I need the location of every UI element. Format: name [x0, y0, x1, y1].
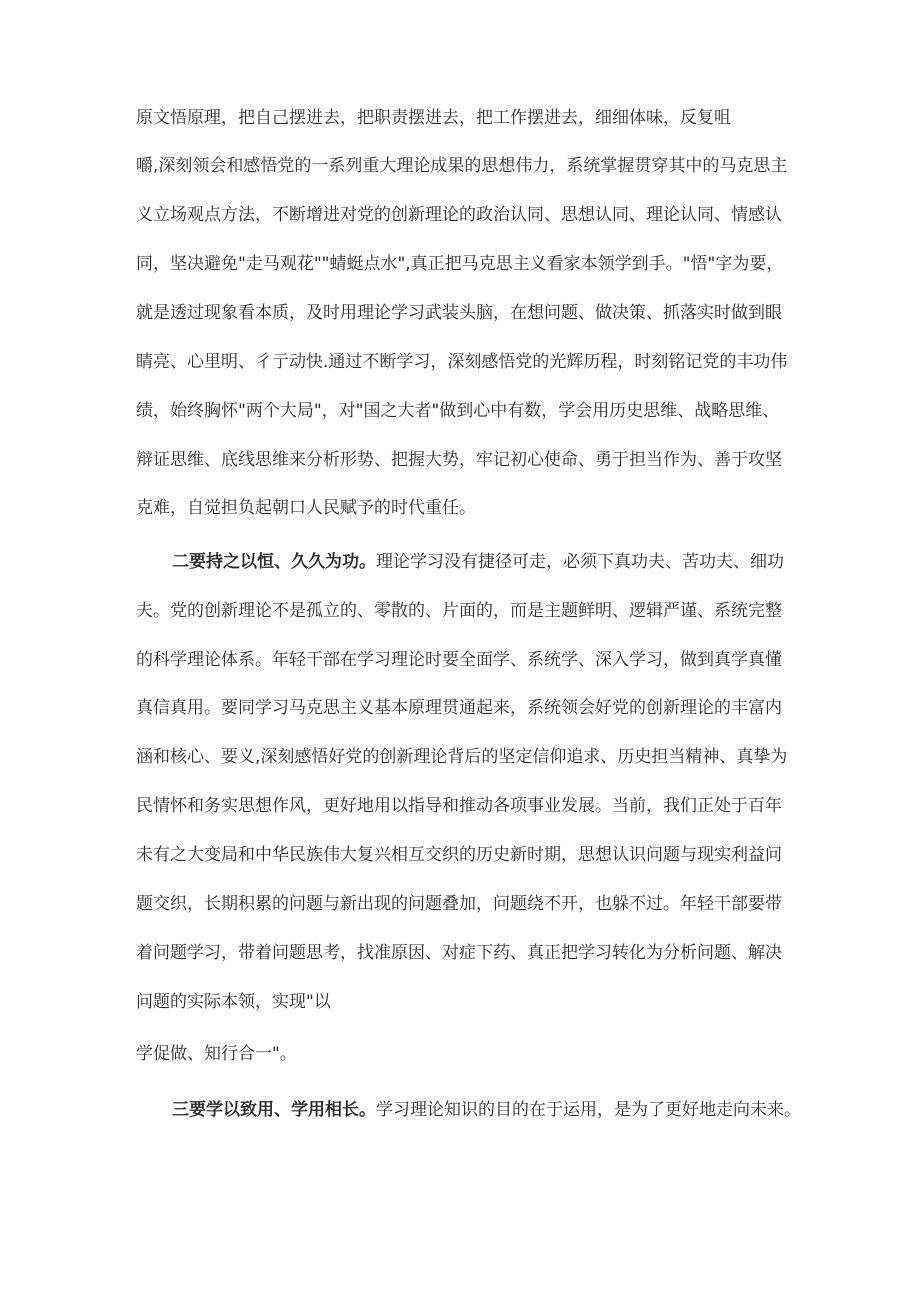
text-line: 的科学理论体系。年轻干部在学习理论时要全面学、系统学、深入学习，做到真学真懂 [136, 650, 782, 670]
text-line: 民情怀和务实思想作风，更好地用以指导和推动各项事业发展。当前，我们正处于百年 [136, 796, 782, 816]
text-line: 嚼,深刻领会和感悟党的一系列重大理论成果的思想伟力，系统掌握贯穿其中的马克思主 [136, 156, 788, 176]
text-line: 就是透过现象看本质，及时用理论学习武装头脑，在想问题、做决策、抓落实时做到眼 [136, 303, 782, 323]
text-line: 学促做、知行合一"。 [136, 1044, 297, 1064]
text-line: 问题的实际本领，实现"以 [136, 992, 331, 1012]
text-line: 真信真用。要同学习马克思主义基本原理贯通起来，系统领会好党的创新理论的丰富内 [136, 698, 782, 718]
text-line: 克难，自觉担负起朝口人民赋予的时代重任。 [136, 498, 476, 518]
text-line: 着问题学习，带着问题思考，找准原因、对症下药、真正把学习转化为分析问题、解决 [136, 943, 782, 963]
text-line: 辩证思维、底线思维来分析形势、把握大势，牢记初心使命、勇于担当作为、善于攻坚 [136, 450, 782, 470]
text-line: 夫。党的创新理论不是孤立的、零散的、片面的，而是主题鲜明、逻辑严谨、系统完整 [136, 601, 782, 621]
text-line: 义立场观点方法，不断增进对党的创新理论的政治认同、思想认同、理论认同、情感认 [136, 205, 782, 225]
section-heading: 三要学以致用、学用相长。 [172, 1100, 376, 1120]
paragraph-first-line [172, 550, 784, 574]
section-heading: 二要持之以恒、久久为功。 [172, 552, 376, 572]
text-line: 原文悟原理，把自己摆进去，把职责摆进去，把工作摆进去，细细体味，反复咀 [136, 108, 731, 128]
paragraph-first-line [172, 1098, 801, 1122]
text-line: 绩，始终胸怀"两个大局"，对"国之大者"做到心中有数，学会用历史思维、战略思维、 [136, 401, 780, 421]
text-line: 涵和核心、要义,深刻感悟好党的创新理论背后的坚定信仰追求、历史担当精神、真挚为 [136, 747, 788, 767]
text-line: 题交织，长期积累的问题与新出现的问题叠加，问题绕不开，也躲不过。年轻干部要带 [136, 894, 782, 914]
text-span: 理论学习没有捷径可走，必须下真功夫、苦功夫、细功 [376, 552, 784, 572]
text-line: 同，坚决避免"走马观花""蜻蜓点水",真正把马克思主义看家本领学到手。"悟"字为要， [136, 254, 784, 274]
text-line: 睛亮、心里明、彳亍动快.通过不断学习，深刻感悟党的光辉历程，时刻铭记党的丰功伟 [136, 352, 788, 372]
text-span: 学习理论知识的目的在于运用，是为了更好地走向未来。 [376, 1100, 801, 1120]
text-line: 未有之大变局和中华民族伟大复兴相互交织的历史新时期，思想认识问题与现实利益问 [136, 845, 782, 865]
